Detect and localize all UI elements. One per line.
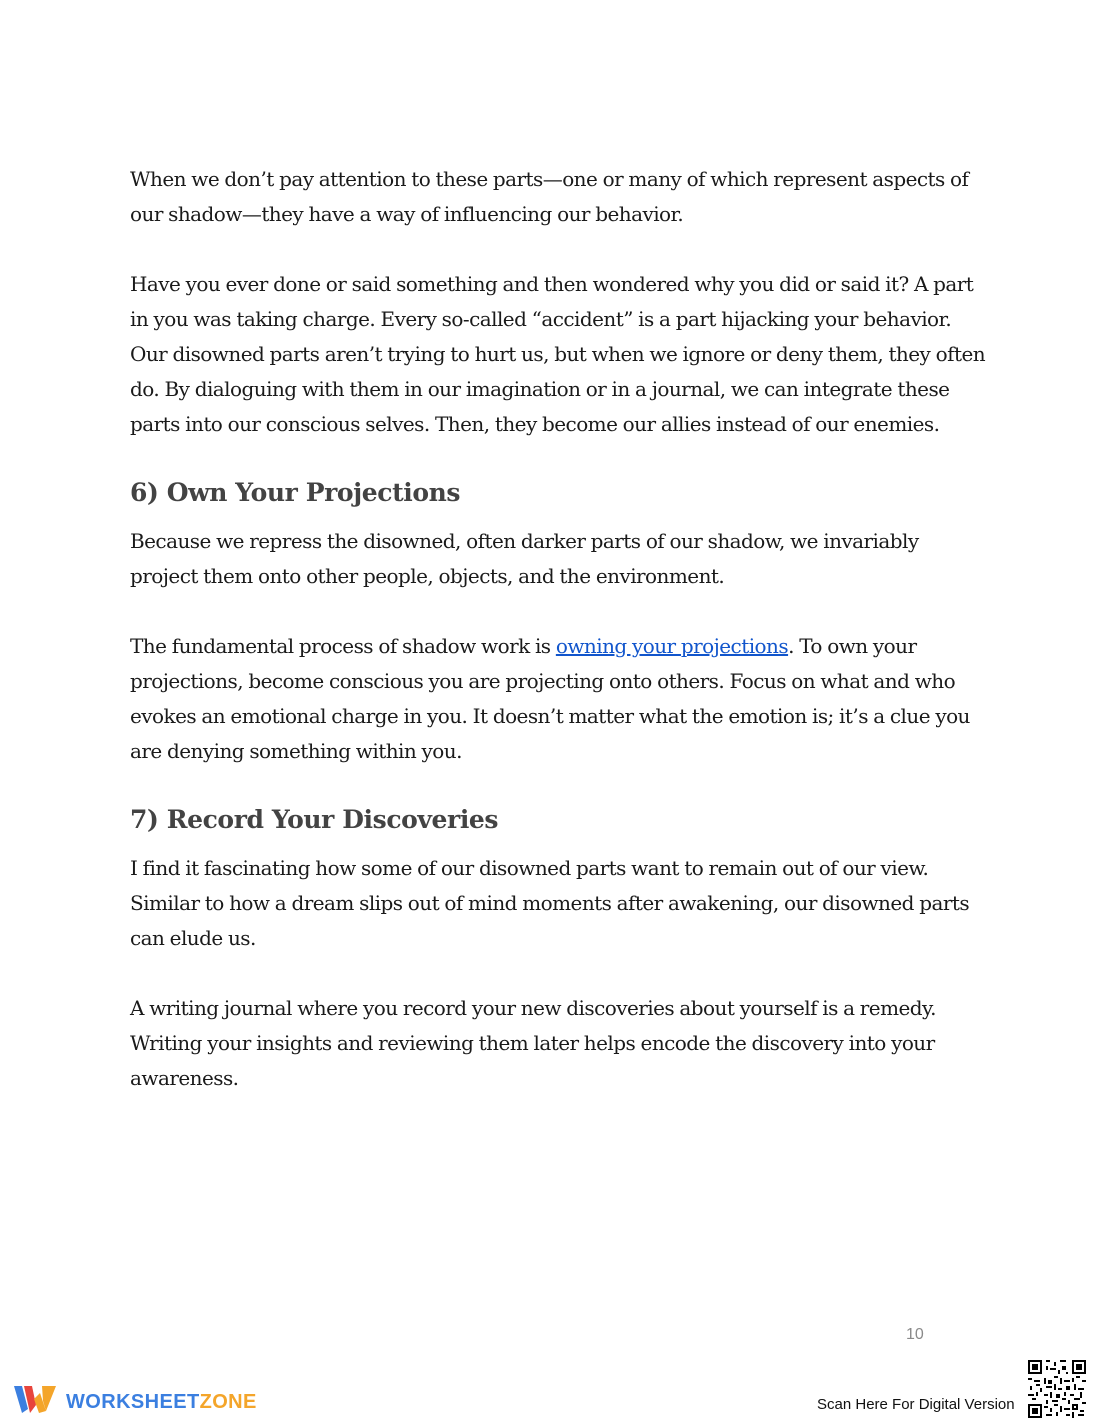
page-number: 10 — [906, 1326, 924, 1343]
worksheetzone-logo-icon — [14, 1383, 58, 1421]
paragraph-fascinating: I find it fascinating how some of our disowned parts want to remain out of our view. Similar to how a dream slips out of mind moments after awakening, our disowned parts can elude us. — [130, 856, 970, 950]
heading-own-your-projections: 6) Own Your Projections — [130, 478, 461, 507]
brand-name — [66, 1391, 257, 1414]
heading-record-discoveries: 7) Record Your Discoveries — [130, 805, 499, 834]
paragraph-shadow-parts: When we don’t pay attention to these parts—one or many of which represent aspects of our shadow—they have a way of influencing our behavior. — [130, 167, 969, 226]
brand-logo[interactable] — [14, 1383, 257, 1421]
qr-code-icon[interactable] — [1028, 1360, 1086, 1418]
paragraph-fundamental-process — [130, 629, 990, 769]
paragraph-repress-disowned: Because we repress the disowned, often darker parts of our shadow, we invariably project them onto other people, objects, and the environment. — [130, 529, 919, 588]
brand-name-part1: WORKSHEET — [66, 1390, 200, 1413]
text-after-link: . To own your projections, become conscious you are projecting onto others. Focus on what and who evokes an emotional charge in you. It doesn’t matter what the emotion is; it’s a clue you are denying something within you. — [130, 634, 970, 763]
paragraph-taking-charge: Have you ever done or said something and then wondered why you did or said it? A part in you was taking charge. Every so-called “accident” is a part hijacking your behavior. Our disowned parts aren’t trying to hurt us, but when we ignore or deny them, they often do. By dialoguing with them in our imagination or in a journal, we can integrate these parts into our conscious selves. Then, they become our allies instead of our enemies. — [130, 272, 986, 436]
document-body — [130, 162, 990, 1131]
brand-name-part2: ZONE — [199, 1390, 257, 1413]
scan-caption: Scan Here For Digital Version — [817, 1396, 1015, 1413]
paragraph-writing-journal: A writing journal where you record your new discoveries about yourself is a remedy. Writing your insights and reviewing them later helps encode the discovery into your awareness. — [130, 996, 936, 1090]
text-before-link: The fundamental process of shadow work is — [130, 634, 556, 658]
owning-projections-link[interactable]: owning your projections — [555, 634, 789, 658]
